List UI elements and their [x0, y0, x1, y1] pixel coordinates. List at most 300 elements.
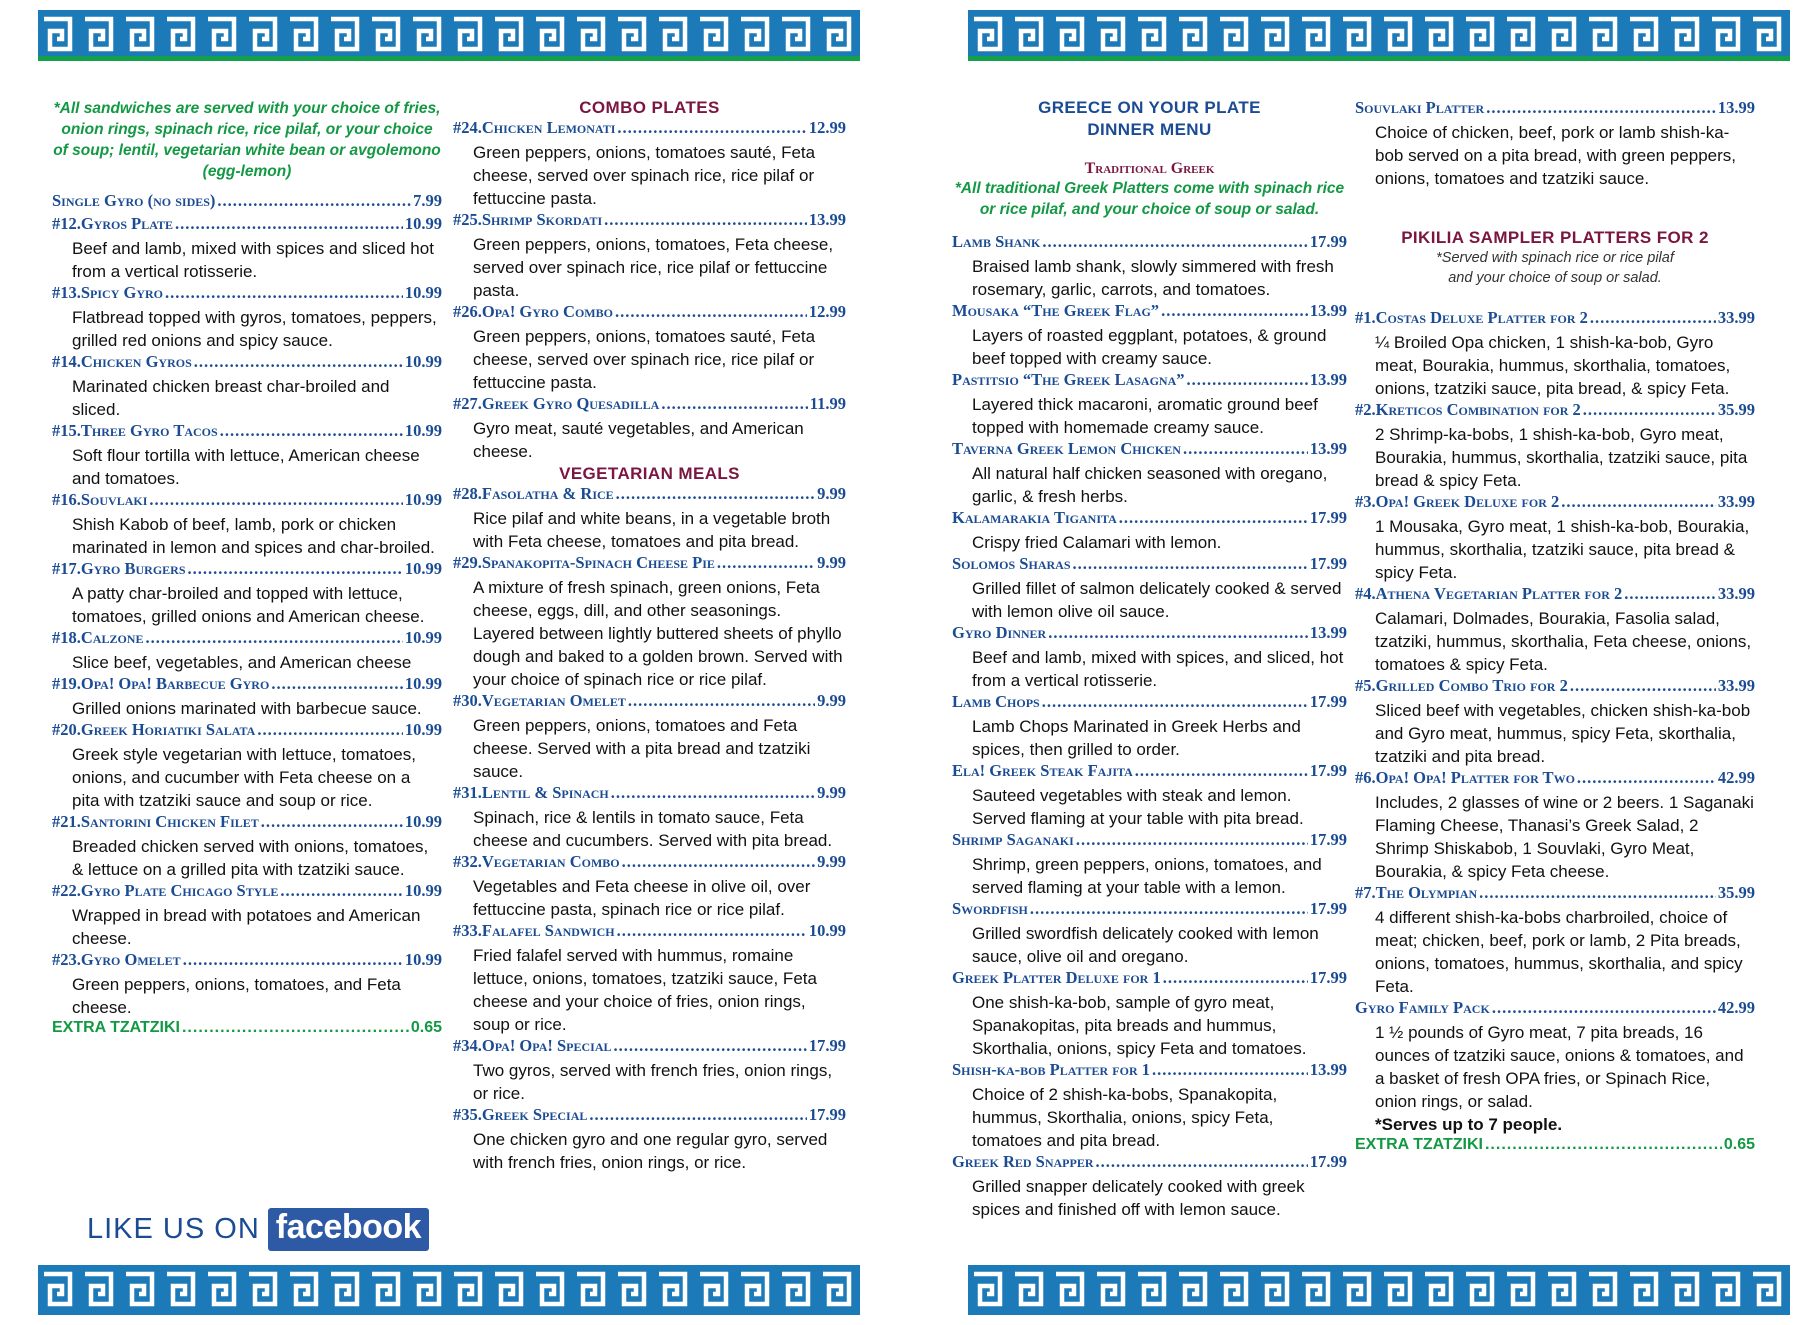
- menu-item-description: A mixture of fresh spinach, green onions, Feta cheese, eggs, dill, and other seasonings. Layered between lightly buttered sheets of phyllo dough and baked to a golden brown. Served with your choice of spinach rice or rice pilaf.: [473, 578, 843, 689]
- menu-item-name: Taverna Greek Lemon Chicken: [952, 439, 1181, 458]
- traditional-note: *All traditional Greek Platters come with spinach rice or rice pilaf, and your choice of soup or salad.: [954, 180, 1345, 218]
- menu-item-description: 4 different shish-ka-bobs charbroiled, choice of meat; chicken, beef, pork or lamb, 2 Pita breads, onions, tomatoes, hummus, skorthalia, and spicy Feta.: [1375, 908, 1743, 996]
- family-pack-serves: *Serves up to 7 people.: [1375, 1115, 1563, 1134]
- menu-item-title: [52, 559, 442, 582]
- menu-item-title: [952, 830, 1347, 853]
- menu-item: [952, 301, 1347, 370]
- menu-item-price: 17.99: [1309, 554, 1347, 573]
- menu-item-description: Sauteed vegetables with steak and lemon. Served flaming at your table with pita bread.: [972, 786, 1304, 828]
- menu-item-title: [453, 394, 846, 417]
- menu-item-title: [1355, 98, 1755, 121]
- menu-item-name: Kalamarakia Tiganita: [952, 508, 1117, 527]
- menu-item-description: Slice beef, vegetables, and American cheese: [72, 653, 412, 672]
- facebook-logo: facebook: [268, 1208, 429, 1251]
- menu-item-name: #5.Grilled Combo Trio for 2: [1355, 676, 1568, 695]
- menu-item-title: [952, 370, 1347, 393]
- leader-dots: [1135, 761, 1308, 781]
- menu-item: [952, 692, 1347, 761]
- veg-heading: VEGETARIAN MEALS: [559, 464, 740, 483]
- menu-item-name: Mousaka “The Greek Flag”: [952, 301, 1160, 320]
- sandwich-note: *All sandwiches are served with your choice of fries, onion rings, spinach rice, rice pilaf, or your choice of soup; lentil, vegetarian white bean or avgolemono (egg-lemon): [53, 100, 441, 180]
- menu-item-title: [52, 191, 442, 214]
- menu-item-title: [453, 783, 846, 806]
- leader-dots: [194, 352, 403, 372]
- menu-item-name: #28.Fasolatha & Rice: [453, 484, 614, 503]
- menu-item-price: 33.99: [1717, 308, 1755, 327]
- greek-key-border-bottom-left: [38, 1265, 860, 1315]
- menu-item: [952, 508, 1347, 554]
- menu-item: [453, 1105, 846, 1174]
- menu-item: [1355, 400, 1755, 492]
- menu-item-name: Swordfish: [952, 899, 1028, 918]
- menu-item-description: Shish Kabob of beef, lamb, pork or chicken marinated in lemon and spices and char-broiled.: [72, 515, 435, 557]
- menu-item-name: #34.Opa! Opa! Special: [453, 1036, 612, 1055]
- menu-item-price: 13.99: [1309, 301, 1347, 320]
- menu-item-title: [1355, 998, 1755, 1021]
- menu-item-name: #4.Athena Vegetarian Platter for 2: [1355, 584, 1623, 603]
- menu-item-price: 10.99: [404, 674, 442, 693]
- leader-dots: [188, 559, 403, 579]
- menu-item-price: 33.99: [1717, 676, 1755, 695]
- menu-item: [1355, 584, 1755, 676]
- menu-item-name: Single Gyro (no sides): [52, 191, 216, 210]
- menu-item-price: 17.99: [808, 1036, 846, 1055]
- menu-item-description: All natural half chicken seasoned with oregano, garlic, & fresh herbs.: [972, 464, 1328, 506]
- menu-item-description: Green peppers, onions, tomatoes and Feta cheese. Served with a pita bread and tzatziki sauce.: [473, 716, 811, 781]
- menu-item-price: 17.99: [1309, 830, 1347, 849]
- menu-item: [52, 490, 442, 559]
- menu-item-title: [52, 812, 442, 835]
- menu-item-name: #27.Greek Gyro Quesadilla: [453, 394, 660, 413]
- menu-item: [1355, 98, 1755, 190]
- leader-dots: [614, 1036, 807, 1056]
- menu-item-description: Green peppers, onions, tomatoes sauté, Feta cheese, served over spinach rice, rice pilaf or fettuccine pasta.: [473, 327, 816, 392]
- leader-dots: [217, 191, 411, 211]
- menu-item-price: 13.99: [1309, 439, 1347, 458]
- leader-dots: [1624, 584, 1716, 604]
- menu-item-price: 13.99: [1309, 623, 1347, 642]
- menu-item: [52, 191, 442, 214]
- leader-dots: [615, 302, 807, 322]
- menu-item: [952, 370, 1347, 439]
- leader-dots: [165, 283, 403, 303]
- souvlaki-item: [1355, 98, 1755, 190]
- menu-item-description: Choice of 2 shish-ka-bobs, Spanakopita, hummus, Skorthalia, onions, spicy Feta, tomatoes and pita bread.: [972, 1085, 1278, 1150]
- menu-item: [453, 691, 846, 783]
- menu-item-title: [453, 1036, 846, 1059]
- menu-item-description: Marinated chicken breast char-broiled and sliced.: [72, 377, 390, 419]
- leader-dots: [616, 484, 815, 504]
- menu-item-name: #17.Gyro Burgers: [52, 559, 186, 578]
- menu-item-title: [952, 1152, 1347, 1175]
- menu-item-price: 11.99: [809, 394, 846, 413]
- green-rule-top-right: [968, 56, 1790, 61]
- menu-item: [453, 553, 846, 691]
- menu-item: [453, 394, 846, 463]
- menu-item-name: #22.Gyro Plate Chicago Style: [52, 881, 279, 900]
- leader-dots: [1042, 692, 1308, 712]
- pikilia-items: [1355, 308, 1755, 1113]
- menu-item-description: Rice pilaf and white beans, in a vegetable broth with Feta cheese, tomatoes and pita bread.: [473, 509, 831, 551]
- menu-item-description: One chicken gyro and one regular gyro, served with french fries, onion rings, or rice.: [473, 1130, 828, 1172]
- menu-item-description: Grilled onions marinated with barbecue sauce.: [72, 699, 422, 718]
- menu-item-price: 10.99: [404, 421, 442, 440]
- menu-item-name: #35.Greek Special: [453, 1105, 588, 1124]
- menu-item-description: Includes, 2 glasses of wine or 2 beers. 1 Saganaki Flaming Cheese, Thanasi’s Greek Salad, 2 Shrimp Shiskabob, 1 Souvlaki, Gyro Meat, Bourakia, & spicy Feta cheese.: [1375, 793, 1754, 881]
- menu-item: [453, 118, 846, 210]
- menu-item-name: #31.Lentil & Spinach: [453, 783, 609, 802]
- menu-item-description: Green peppers, onions, tomatoes sauté, Feta cheese, served over spinach rice, rice pilaf or fettuccine pasta.: [473, 143, 816, 208]
- menu-item-price: 33.99: [1717, 492, 1755, 511]
- menu-item: [1355, 676, 1755, 768]
- menu-item-name: #18.Calzone: [52, 628, 144, 647]
- menu-item-description: Choice of chicken, beef, pork or lamb shish-ka-bob served on a pita bread, with green peppers, onions, tomatoes and tzatziki sauce.: [1375, 123, 1737, 188]
- menu-item-description: 2 Shrimp-ka-bobs, 1 shish-ka-bob, Gyro meat, Bourakia, hummus, skorthalia, tzatziki sauce, pita bread & spicy Feta.: [1375, 425, 1748, 490]
- menu-item-title: [1355, 492, 1755, 515]
- menu-item-name: #2.Kreticos Combination for 2: [1355, 400, 1581, 419]
- menu-item-name: #26.Opa! Gyro Combo: [453, 302, 613, 321]
- leader-dots: [1561, 492, 1716, 512]
- leader-dots: [617, 118, 807, 138]
- leader-dots: [1119, 508, 1308, 528]
- leader-dots: [1187, 370, 1308, 390]
- dinner-column: [952, 98, 1347, 1221]
- combo-veg-column: [453, 98, 846, 1174]
- menu-item: [453, 1036, 846, 1105]
- leader-dots: [1486, 98, 1716, 118]
- right-page: [930, 0, 1780, 1325]
- menu-item: [52, 628, 442, 674]
- menu-item: [1355, 768, 1755, 883]
- menu-item: [952, 899, 1347, 968]
- menu-item-price: 9.99: [817, 852, 846, 871]
- menu-item-price: 10.99: [404, 812, 442, 831]
- menu-item-title: [52, 881, 442, 904]
- menu-item: [52, 720, 442, 812]
- menu-item-description: Spinach, rice & lentils in tomato sauce, Feta cheese and cucumbers. Served with pita bread.: [473, 808, 833, 850]
- menu-item-name: #33.Falafel Sandwich: [453, 921, 615, 940]
- menu-item-price: 10.99: [404, 559, 442, 578]
- menu-item: [952, 439, 1347, 508]
- menu-item-price: 10.99: [808, 921, 846, 940]
- menu-item-name: Lamb Shank: [952, 232, 1041, 251]
- like-us-on-facebook[interactable]: [87, 1208, 429, 1251]
- leader-dots: [1161, 301, 1308, 321]
- menu-item: [952, 761, 1347, 830]
- leader-dots: [1583, 400, 1716, 420]
- menu-item-title: [52, 490, 442, 513]
- menu-item-title: [453, 852, 846, 875]
- menu-item-name: Gyro Family Pack: [1355, 998, 1490, 1017]
- leader-dots: [1183, 439, 1308, 459]
- menu-item-name: Greek Red Snapper: [952, 1152, 1094, 1171]
- menu-item-price: 10.99: [404, 720, 442, 739]
- menu-item-price: 35.99: [1717, 400, 1755, 419]
- leader-dots: [628, 691, 815, 711]
- menu-item-price: 17.99: [1309, 899, 1347, 918]
- menu-item-price: 12.99: [808, 302, 846, 321]
- pikilia-note-1: *Served with spinach rice or rice pilaf: [1436, 250, 1674, 266]
- menu-item: [52, 674, 442, 720]
- menu-item-title: [952, 232, 1347, 255]
- menu-item-title: [952, 508, 1347, 531]
- menu-item-description: ¼ Broiled Opa chicken, 1 shish-ka-bob, Gyro meat, Bourakia, hummus, skorthalia, tomatoes, onions, tzatziki sauce, pita bread, & spicy Feta.: [1375, 333, 1731, 398]
- menu-item-name: #12.Gyros Plate: [52, 214, 174, 233]
- menu-item-title: [453, 553, 846, 576]
- menu-item-name: #32.Vegetarian Combo: [453, 852, 620, 871]
- leader-dots: [589, 1105, 807, 1125]
- leader-dots: [271, 674, 403, 694]
- menu-item-name: #25.Shrimp Skordati: [453, 210, 603, 229]
- menu-item-description: One shish-ka-bob, sample of gyro meat, Spanakopitas, pita breads and hummus, Skorthalia, onions, spicy Feta and tomatoes.: [972, 993, 1307, 1058]
- menu-item-title: [1355, 676, 1755, 699]
- menu-item-price: 10.99: [404, 283, 442, 302]
- leader-dots: [1030, 899, 1308, 919]
- menu-item-description: Green peppers, onions, tomatoes, and Feta cheese.: [72, 975, 401, 1017]
- menu-item: [52, 812, 442, 881]
- menu-item: [952, 554, 1347, 623]
- leader-dots: [1073, 554, 1308, 574]
- menu-item-price: 7.99: [413, 191, 442, 210]
- menu-item-name: #15.Three Gyro Tacos: [52, 421, 218, 440]
- menu-item-price: 10.99: [404, 628, 442, 647]
- menu-item-title: [453, 1105, 846, 1128]
- menu-item-name: #29.Spanakopita-Spinach Cheese Pie: [453, 553, 715, 572]
- leader-dots: [261, 812, 403, 832]
- leader-dots: [611, 783, 815, 803]
- menu-item-description: Vegetables and Feta cheese in olive oil, over fettuccine pasta, spinach rice or rice pilaf.: [473, 877, 811, 919]
- leader-dots: [604, 210, 807, 230]
- menu-item-name: #30.Vegetarian Omelet: [453, 691, 626, 710]
- menu-item-description: Two gyros, served with french fries, onion rings, or rice.: [473, 1061, 833, 1103]
- menu-item-name: #13.Spicy Gyro: [52, 283, 164, 302]
- menu-item-title: [52, 950, 442, 973]
- extra-tzatziki-left: EXTRA TZATZIKI ..... 0.65: [52, 1019, 442, 1042]
- menu-item-price: 33.99: [1717, 584, 1755, 603]
- pikilia-heading: PIKILIA SAMPLER PLATTERS FOR 2: [1401, 228, 1709, 247]
- menu-item-price: 35.99: [1717, 883, 1755, 902]
- leader-dots: [1152, 1060, 1308, 1080]
- menu-item: [52, 283, 442, 352]
- menu-item-name: Gyro Dinner: [952, 623, 1047, 642]
- menu-item-description: Lamb Chops Marinated in Greek Herbs and spices, then grilled to order.: [972, 717, 1301, 759]
- menu-item-description: Calamari, Dolmades, Bourakia, Fasolia salad, tzatziki, hummus, skorthalia, Feta cheese, onions, tomatoes & spicy Feta.: [1375, 609, 1752, 674]
- menu-item-price: 10.99: [404, 352, 442, 371]
- leader-dots: [1577, 768, 1716, 788]
- menu-item-title: [52, 674, 442, 697]
- menu-item-description: Shrimp, green peppers, onions, tomatoes, and served flaming at your table with a lemon.: [972, 855, 1322, 897]
- leader-dots: [717, 553, 815, 573]
- menu-item-description: Layers of roasted eggplant, potatoes, & ground beef topped with creamy sauce.: [972, 326, 1327, 368]
- menu-item-description: Fried falafel served with hummus, romaine lettuce, onions, tomatoes, tzatziki sauce, Feta cheese and your choice of fries, onion rings, soup or rice.: [473, 946, 817, 1034]
- menu-item-price: 13.99: [1309, 1060, 1347, 1079]
- menu-item-name: Shrimp Saganaki: [952, 830, 1074, 849]
- leader-dots: [1076, 830, 1308, 850]
- menu-item: [52, 214, 442, 283]
- menu-item-price: 13.99: [1309, 370, 1347, 389]
- leader-dots: [1479, 883, 1716, 903]
- menu-item: [1355, 883, 1755, 998]
- menu-item-description: 1 Mousaka, Gyro meat, 1 shish-ka-bob, Bourakia, hummus, skorthalia, tzatziki sauce, pita bread & spicy Feta.: [1375, 517, 1750, 582]
- menu-item: [952, 232, 1347, 301]
- menu-item: [52, 421, 442, 490]
- greek-key-border-bottom-right: [968, 1265, 1790, 1315]
- menu-item-price: 9.99: [817, 553, 846, 572]
- leader-dots: [183, 950, 403, 970]
- menu-item-description: Green peppers, onions, tomatoes, Feta cheese, served over spinach rice, rice pilaf or fettuccine pasta.: [473, 235, 834, 300]
- menu-item-title: [52, 352, 442, 375]
- menu-item: [1355, 998, 1755, 1113]
- menu-item-title: [1355, 584, 1755, 607]
- pikilia-note-2: and your choice of soup or salad.: [1448, 270, 1662, 286]
- menu-item-price: 17.99: [808, 1105, 846, 1124]
- menu-item-description: Wrapped in bread with potatoes and American cheese.: [72, 906, 421, 948]
- menu-item: [952, 1152, 1347, 1221]
- menu-item-price: 12.99: [808, 118, 846, 137]
- vegetarian-items: [453, 484, 846, 1174]
- menu-item-title: [1355, 768, 1755, 791]
- menu-item-title: [952, 1060, 1347, 1083]
- combo-heading: COMBO PLATES: [579, 98, 720, 117]
- greek-key-border-top-right: [968, 10, 1790, 60]
- dinner-title-line1: GREECE ON YOUR PLATE: [1038, 98, 1261, 117]
- menu-item-title: [952, 554, 1347, 577]
- menu-item: [52, 950, 442, 1019]
- dinner-title-line2: DINNER MENU: [1087, 120, 1212, 139]
- leader-dots: [149, 490, 402, 510]
- menu-item-description: Greek style vegetarian with lettuce, tomatoes, onions, and cucumber with Feta cheese on a pita with tzatziki sauce and soup or rice.: [72, 745, 416, 810]
- leader-dots: [280, 881, 402, 901]
- menu-item-price: 9.99: [817, 484, 846, 503]
- menu-item-price: 9.99: [817, 783, 846, 802]
- pikilia-column: [1355, 98, 1755, 1159]
- menu-item-name: Shish-ka-bob Platter for 1: [952, 1060, 1151, 1079]
- menu-item-name: Ela! Greek Steak Fajita: [952, 761, 1133, 780]
- menu-item-title: [453, 921, 846, 944]
- menu-item: [952, 623, 1347, 692]
- menu-item-price: 17.99: [1309, 692, 1347, 711]
- menu-item: [952, 1060, 1347, 1152]
- menu-item-name: #21.Santorini Chicken Filet: [52, 812, 259, 831]
- menu-item-price: 17.99: [1309, 1152, 1347, 1171]
- menu-item-title: [453, 210, 846, 233]
- menu-item-title: [1355, 400, 1755, 423]
- menu-item-price: 9.99: [817, 691, 846, 710]
- menu-item-description: Flatbread topped with gyros, tomatoes, peppers, grilled red onions and spicy sauce.: [72, 308, 437, 350]
- menu-item: [52, 559, 442, 628]
- menu-item-name: #6.Opa! Opa! Platter for Two: [1355, 768, 1575, 787]
- leader-dots: [175, 214, 403, 234]
- leader-dots: [1590, 308, 1716, 328]
- menu-item-description: Layered thick macaroni, aromatic ground beef topped with homemade creamy sauce.: [972, 395, 1318, 437]
- leader-dots: [257, 720, 403, 740]
- like-us-text: LIKE US ON: [87, 1213, 260, 1245]
- menu-item: [453, 852, 846, 921]
- menu-item-description: Gyro meat, sauté vegetables, and American cheese.: [473, 419, 804, 461]
- menu-item-description: Beef and lamb, mixed with spices and sliced hot from a vertical rotisserie.: [72, 239, 434, 281]
- menu-item-price: 42.99: [1717, 768, 1755, 787]
- menu-item-title: [952, 692, 1347, 715]
- menu-item-price: 10.99: [404, 881, 442, 900]
- menu-item: [1355, 308, 1755, 400]
- menu-item: [453, 783, 846, 852]
- menu-item-price: 10.99: [404, 214, 442, 233]
- menu-item-title: [52, 421, 442, 444]
- greek-key-border-top-left: [38, 10, 860, 60]
- menu-item: [453, 484, 846, 553]
- menu-item-title: [952, 439, 1347, 462]
- menu-item-price: 13.99: [1717, 98, 1755, 117]
- leader-dots: [1096, 1152, 1308, 1172]
- menu-item-title: [1355, 883, 1755, 906]
- menu-item: [952, 830, 1347, 899]
- leader-dots: [1042, 232, 1308, 252]
- menu-item-title: [952, 761, 1347, 784]
- menu-item-price: 13.99: [808, 210, 846, 229]
- menu-item-price: 42.99: [1717, 998, 1755, 1017]
- combo-items: [453, 118, 846, 463]
- menu-item-name: Souvlaki Platter: [1355, 98, 1485, 117]
- menu-item-title: [52, 628, 442, 651]
- menu-item-name: Greek Platter Deluxe for 1: [952, 968, 1161, 987]
- menu-item-name: #23.Gyro Omelet: [52, 950, 181, 969]
- menu-item-title: [952, 968, 1347, 991]
- menu-item-name: #3.Opa! Greek Deluxe for 2: [1355, 492, 1560, 511]
- menu-item-title: [1355, 308, 1755, 331]
- menu-item-description: 1 ½ pounds of Gyro meat, 7 pita breads, 16 ounces of tzatziki sauce, onions & tomatoes, and a basket of fresh OPA fries, or Spinach Rice, onion rings, or salad.: [1375, 1023, 1744, 1111]
- menu-item-price: 10.99: [404, 950, 442, 969]
- leader-dots: [145, 628, 402, 648]
- menu-item-description: Breaded chicken served with onions, tomatoes, & lettuce on a grilled pita with tzatziki sauce.: [72, 837, 429, 879]
- menu-item-title: [952, 623, 1347, 646]
- menu-item-description: Crispy fried Calamari with lemon.: [972, 533, 1222, 552]
- menu-item-title: [453, 118, 846, 141]
- extra-tzatziki-right: EXTRA TZATZIKI ..... 0.65: [1355, 1136, 1755, 1159]
- menu-item: [952, 968, 1347, 1060]
- menu-item-title: [453, 484, 846, 507]
- menu-item-name: Solomos Sharas: [952, 554, 1071, 573]
- menu-item-name: #24.Chicken Lemonati: [453, 118, 616, 137]
- menu-item-price: 17.99: [1309, 508, 1347, 527]
- menu-item-price: 17.99: [1309, 761, 1347, 780]
- menu-item-title: [952, 301, 1347, 324]
- menu-item-description: Soft flour tortilla with lettuce, American cheese and tomatoes.: [72, 446, 420, 488]
- sandwich-column: [52, 98, 442, 1042]
- menu-item-description: Grilled fillet of salmon delicately cooked & served with lemon olive oil sauce.: [972, 579, 1342, 621]
- menu-item-title: [952, 899, 1347, 922]
- menu-item: [52, 881, 442, 950]
- traditional-items: [952, 232, 1347, 1221]
- menu-item: [453, 302, 846, 394]
- menu-item-price: 10.99: [404, 490, 442, 509]
- menu-item-price: 17.99: [1309, 232, 1347, 251]
- traditional-heading: Traditional Greek: [1084, 160, 1215, 177]
- menu-item-description: Beef and lamb, mixed with spices, and sliced, hot from a vertical rotisserie.: [972, 648, 1344, 690]
- menu-item-name: #7.The Olympian: [1355, 883, 1478, 902]
- green-rule-top-left: [38, 56, 860, 61]
- menu-item-name: #1.Costas Deluxe Platter for 2: [1355, 308, 1588, 327]
- leader-dots: [1492, 998, 1716, 1018]
- leader-dots: [661, 394, 807, 414]
- menu-item-description: A patty char-broiled and topped with lettuce, tomatoes, grilled onions and American cheese.: [72, 584, 425, 626]
- menu-item-description: Grilled snapper delicately cooked with greek spices and finished off with lemon sauce.: [972, 1177, 1305, 1219]
- menu-item-price: 17.99: [1309, 968, 1347, 987]
- menu-item-description: Grilled swordfish delicately cooked with lemon sauce, olive oil and oregano.: [972, 924, 1319, 966]
- menu-item-name: #16.Souvlaki: [52, 490, 148, 509]
- menu-item: [1355, 492, 1755, 584]
- leader-dots: [220, 421, 403, 441]
- menu-item-name: Lamb Chops: [952, 692, 1040, 711]
